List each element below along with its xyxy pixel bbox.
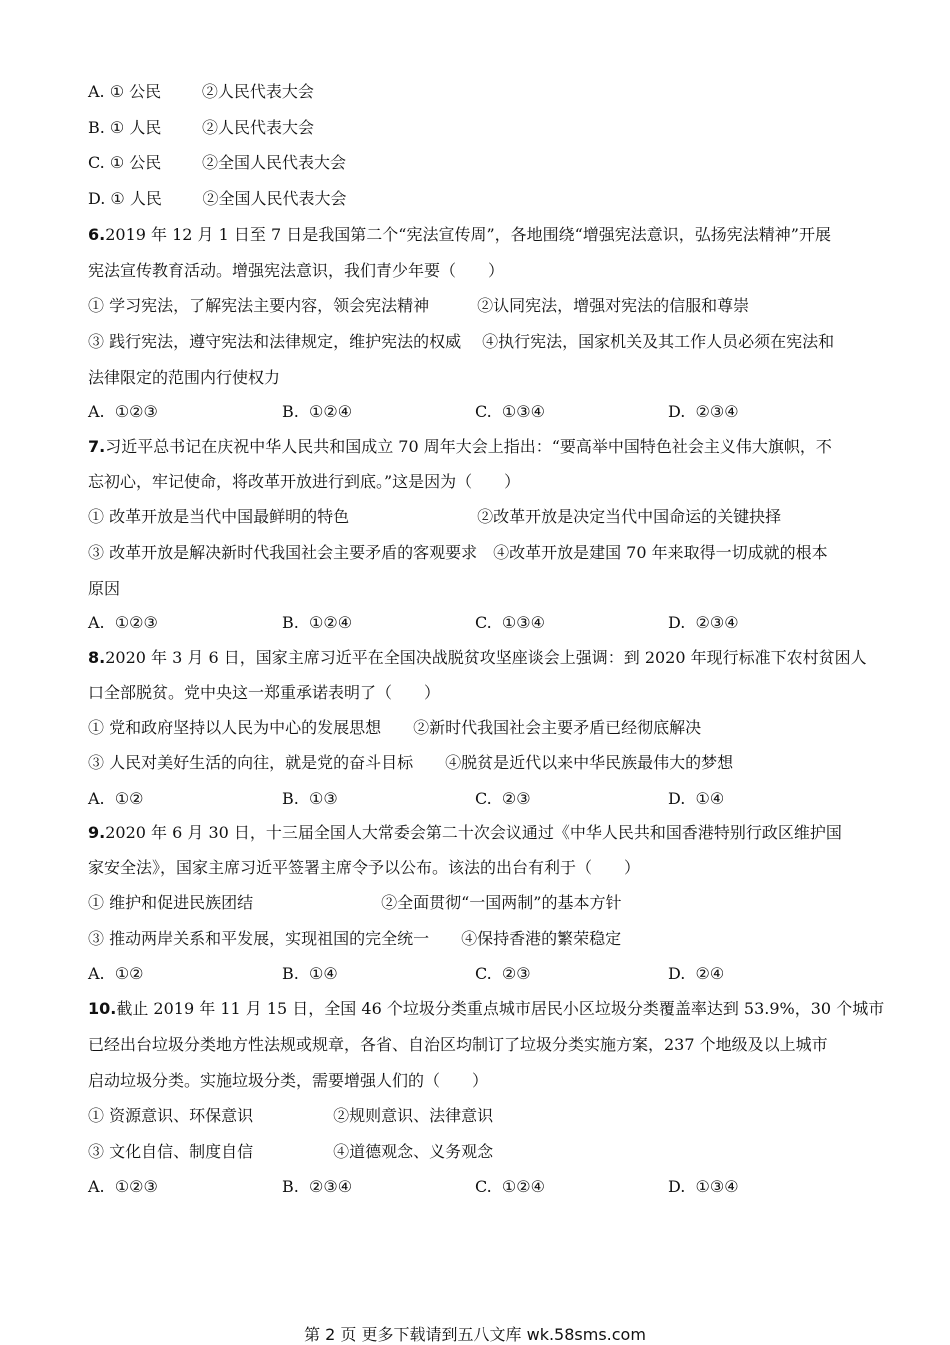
q7-option-c: C. ①③④	[475, 613, 545, 632]
q8-option-d: D. ①④	[668, 789, 725, 808]
q8-stem-line-1: 8.2020 年 3 月 6 日，国家主席习近平在全国决战脱贫攻坚座谈会上强调：到 2020 年现行标准下农村贫困人	[88, 648, 867, 667]
q8-item-1: ① 党和政府坚持以人民为中心的发展思想 ②新时代我国社会主要矛盾已经彻底解决	[88, 718, 702, 737]
q6-option-d: D. ②③④	[668, 402, 739, 421]
q10-option-d: D. ①③④	[668, 1177, 739, 1196]
q5-option-a: A. ① 公民 ②人民代表大会	[88, 82, 314, 101]
q8-item-2: ③ 人民对美好生活的向往，就是党的奋斗目标 ④脱贫是近代以来中华民族最伟大的梦想	[88, 753, 734, 772]
q6-option-b: B. ①②④	[282, 402, 353, 421]
q8-option-a: A. ①②	[88, 789, 144, 808]
q8-number: 8.	[88, 648, 106, 667]
q5-option-d: D. ① 人民 ②全国人民代表大会	[88, 189, 347, 208]
q8-option-b: B. ①③	[282, 789, 338, 808]
q7-option-d: D. ②③④	[668, 613, 739, 632]
page-footer: 第 2 页 更多下载请到五八文库 wk.58sms.com	[304, 1325, 646, 1344]
q9-stem-line-2: 家安全法》，国家主席习近平签署主席令予以公布。该法的出台有利于（ ）	[88, 858, 641, 877]
q6-item-2: ③ 践行宪法，遵守宪法和法律规定，维护宪法的权威 ④执行宪法，国家机关及其工作人员必须在宪法和	[88, 332, 835, 351]
q10-option-b: B. ②③④	[282, 1177, 353, 1196]
q9-option-d: D. ②④	[668, 964, 725, 983]
q10-number: 10.	[88, 999, 117, 1018]
q5-option-c: C. ① 公民 ②全国人民代表大会	[88, 153, 346, 172]
q6-stem-line-1: 6.2019 年 12 月 1 日至 7 日是我国第二个“宪法宣传周”，各地围绕“增强宪法意识，弘扬宪法精神”开展	[88, 225, 831, 244]
q9-item-2: ③ 推动两岸关系和平发展，实现祖国的完全统一 ④保持香港的繁荣稳定	[88, 929, 622, 948]
q10-option-a: A. ①②③	[88, 1177, 158, 1196]
q6-item-3: 法律限定的范围内行使权力	[88, 368, 281, 387]
q10-stem-line-2: 已经出台垃圾分类地方性法规或规章，各省、自治区均制订了垃圾分类实施方案，237 个地级及以上城市	[88, 1035, 828, 1054]
q9-stem-line-1: 9.2020 年 6 月 30 日，十三届全国人大常委会第二十次会议通过《中华人民共和国香港特别行政区维护国	[88, 823, 842, 842]
q8-stem-line-2: 口全部脱贫。党中央这一郑重承诺表明了（ ）	[88, 683, 441, 702]
q6-item-1: ① 学习宪法，了解宪法主要内容，领会宪法精神 ②认同宪法，增强对宪法的信服和尊崇	[88, 296, 750, 315]
q10-stem-line-3: 启动垃圾分类。实施垃圾分类，需要增强人们的（ ）	[88, 1071, 489, 1090]
q7-number: 7.	[88, 437, 106, 456]
q9-item-1: ① 维护和促进民族团结 ②全面贯彻“一国两制”的基本方针	[88, 893, 622, 912]
q6-option-a: A. ①②③	[88, 402, 158, 421]
q6-number: 6.	[88, 225, 106, 244]
q9-option-b: B. ①④	[282, 964, 338, 983]
q6-option-c: C. ①③④	[475, 402, 545, 421]
q10-stem-line-1: 10.截止 2019 年 11 月 15 日，全国 46 个垃圾分类重点城市居民小区垃圾分类覆盖率达到 53.9%，30 个城市	[88, 999, 885, 1018]
q7-item-2: ③ 改革开放是解决新时代我国社会主要矛盾的客观要求 ④改革开放是建国 70 年来取得一切成就的根本	[88, 543, 828, 562]
q7-item-1: ① 改革开放是当代中国最鲜明的特色 ②改革开放是决定当代中国命运的关键抉择	[88, 507, 782, 526]
q7-stem-line-2: 忘初心，牢记使命，将改革开放进行到底。”这是因为（ ）	[88, 472, 521, 491]
q9-option-c: C. ②③	[475, 964, 531, 983]
q10-option-c: C. ①②④	[475, 1177, 545, 1196]
q6-stem-line-2: 宪法宣传教育活动。增强宪法意识，我们青少年要（ ）	[88, 261, 505, 280]
q7-item-3: 原因	[88, 579, 121, 598]
q10-item-2: ③ 文化自信、制度自信 ④道德观念、义务观念	[88, 1142, 494, 1161]
q9-number: 9.	[88, 823, 106, 842]
q7-option-a: A. ①②③	[88, 613, 158, 632]
q9-option-a: A. ①②	[88, 964, 144, 983]
q8-option-c: C. ②③	[475, 789, 531, 808]
q10-item-1: ① 资源意识、环保意识 ②规则意识、法律意识	[88, 1106, 494, 1125]
q7-stem-line-1: 7.习近平总书记在庆祝中华人民共和国成立 70 周年大会上指出：“要高举中国特色社会主义伟大旗帜，不	[88, 437, 832, 456]
q7-option-b: B. ①②④	[282, 613, 353, 632]
q5-option-b: B. ① 人民 ②人民代表大会	[88, 118, 315, 137]
